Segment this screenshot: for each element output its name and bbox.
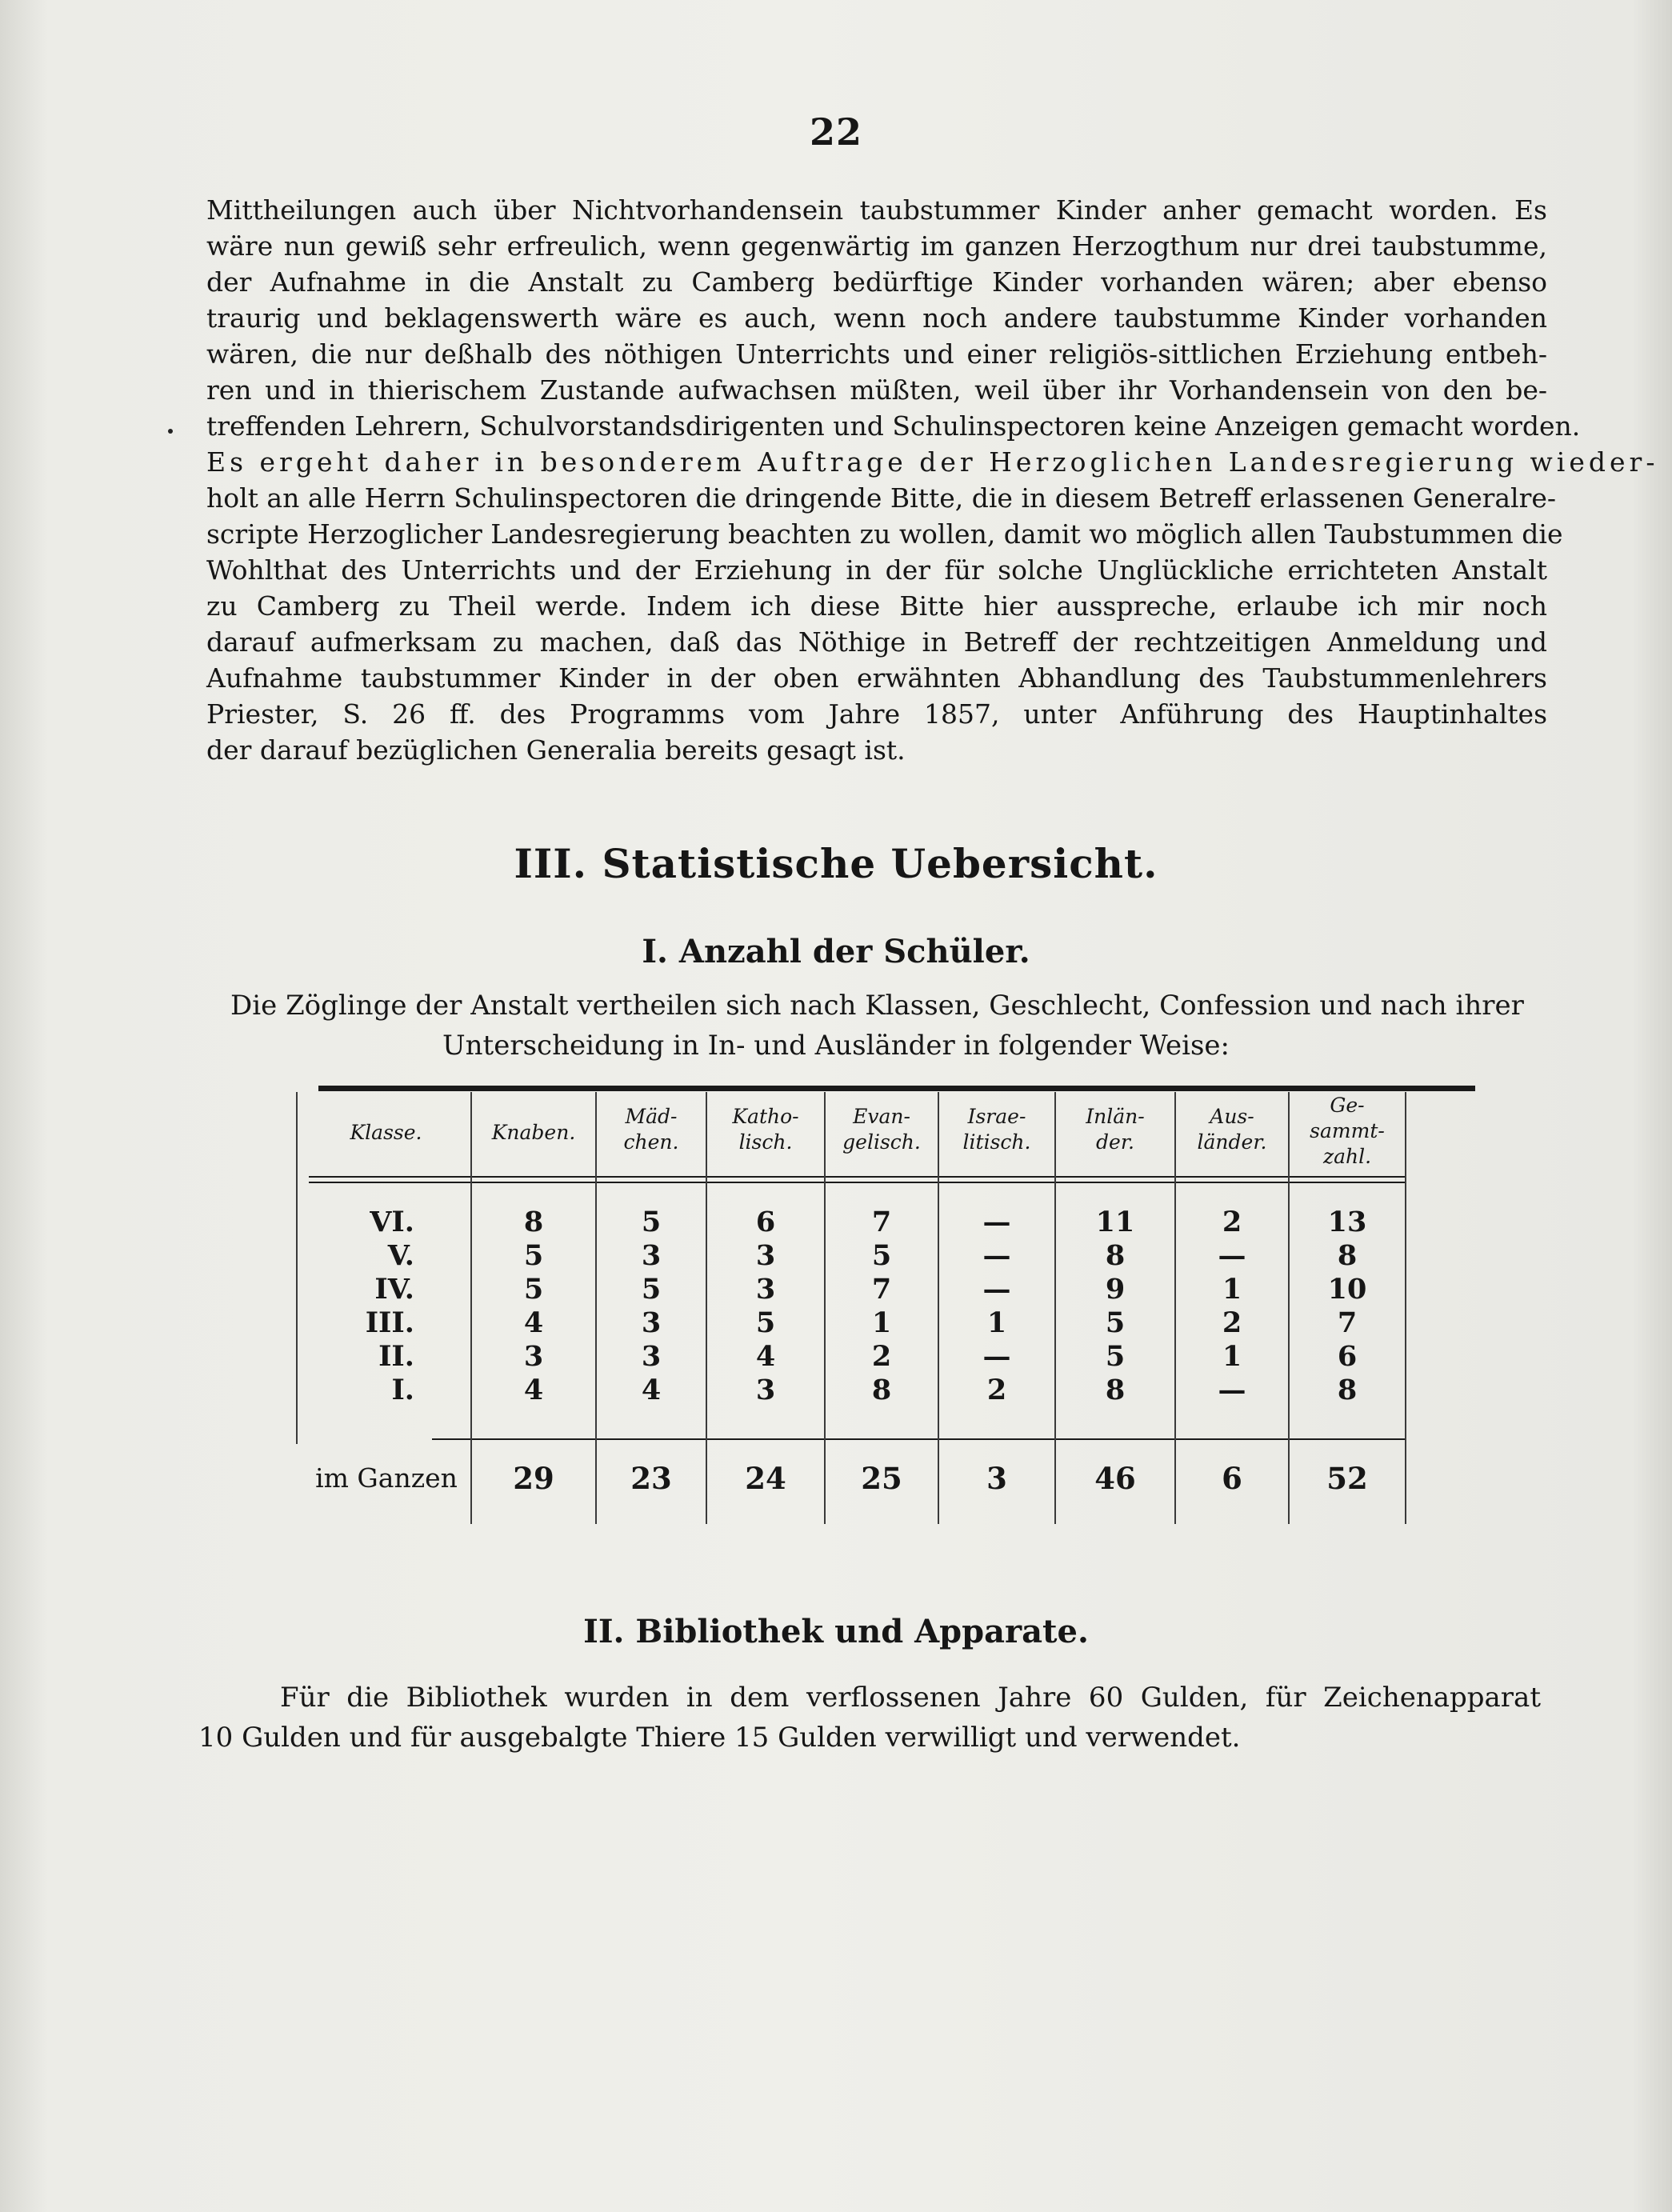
body-line: treffenden Lehrern, Schulvorstandsdirigenten und Schulinspectoren keine Anzeigen gemacht worden. (206, 410, 1581, 442)
body-line: Priester, S. 26 ff. des Programms vom Jahre 1857, unter Anführung des Hauptinhaltes (206, 698, 1547, 730)
table-header-rule (309, 1182, 1405, 1183)
table-cell: 7 (871, 1206, 892, 1238)
table-cell: 1 (986, 1306, 1007, 1339)
table-cell: 5 (523, 1273, 544, 1306)
table-cell: 13 (1327, 1206, 1367, 1238)
table-cell: 2 (1222, 1306, 1242, 1339)
table-cell: — (982, 1273, 1011, 1306)
table-cell: 10 (1327, 1273, 1367, 1306)
table-cell: — (1218, 1239, 1246, 1272)
table-cell: — (982, 1340, 1011, 1373)
header-text: Evan- (853, 1105, 910, 1128)
total-cell: 29 (513, 1461, 554, 1496)
table-cell: 5 (1105, 1306, 1126, 1339)
header-text: sammt- (1310, 1119, 1385, 1142)
print-speck (168, 429, 173, 434)
table-column-rule (938, 1092, 939, 1524)
table-column-rule (1288, 1092, 1290, 1524)
table-cell: 3 (641, 1306, 662, 1339)
table-column-rule (296, 1092, 298, 1444)
header-text: chen. (623, 1130, 679, 1154)
header-text: litisch. (962, 1130, 1031, 1154)
row-label: II. (378, 1340, 414, 1373)
total-label: im Ganzen (315, 1462, 458, 1494)
total-cell: 6 (1222, 1461, 1242, 1496)
total-cell: 52 (1326, 1461, 1368, 1496)
table-cell: 11 (1095, 1206, 1135, 1238)
table-cell: 9 (1105, 1273, 1126, 1306)
page-number: 22 (809, 110, 862, 154)
table-cell: — (982, 1206, 1011, 1238)
table-cell: 2 (986, 1374, 1007, 1406)
table-column-rule (706, 1092, 707, 1524)
header-text: zahl. (1322, 1145, 1372, 1168)
table-cell: 3 (523, 1340, 544, 1373)
table-column-rule (824, 1092, 826, 1524)
table-header-rule (309, 1176, 1405, 1178)
total-cell: 3 (986, 1461, 1007, 1496)
header-text: Israe- (967, 1105, 1026, 1128)
table-header-cell (827, 1104, 936, 1155)
row-label: IV. (374, 1273, 414, 1306)
table-cell: 2 (871, 1340, 892, 1373)
table-cell: 3 (755, 1374, 776, 1406)
body-line: ren und in thierischem Zustande aufwachsen müßten, weil über ihr Vorhandensein von den be- (206, 374, 1547, 406)
table-cell: 8 (1337, 1239, 1358, 1272)
table-top-rule (318, 1086, 1475, 1091)
table-cell: 8 (523, 1206, 544, 1238)
body-line: der darauf bezüglichen Generalia bereits gesagt ist. (206, 734, 906, 766)
table-column-rule (1405, 1092, 1406, 1524)
row-label: I. (391, 1374, 414, 1406)
header-text: Mäd- (625, 1105, 678, 1128)
table-cell: 3 (755, 1239, 776, 1272)
body-line: wären, die nur deßhalb des nöthigen Unterrichts und einer religiös-sittlichen Erziehung entbeh- (206, 338, 1547, 370)
header-text: Aus- (1210, 1105, 1254, 1128)
subsection-title: I. Anzahl der Schüler. (642, 933, 1030, 970)
body-line: Mittheilungen auch über Nichtvorhandensein taubstummer Kinder anher gemacht worden. Es (206, 194, 1547, 226)
body-line: der Aufnahme in die Anstalt zu Camberg bedürftige Kinder vorhanden wären; aber ebenso (206, 266, 1547, 298)
header-text: Klasse. (350, 1121, 422, 1144)
table-header-cell (1178, 1104, 1286, 1155)
subsection-title: II. Bibliothek und Apparate. (583, 1613, 1089, 1650)
header-text: lisch. (738, 1130, 793, 1154)
row-label: III. (365, 1306, 414, 1339)
table-cell: 1 (1222, 1273, 1242, 1306)
body-line: wäre nun gewiß sehr erfreulich, wenn gegenwärtig im ganzen Herzogthum nur drei taubstumme, (206, 230, 1547, 262)
table-cell: 8 (1105, 1374, 1126, 1406)
table-column-rule (1054, 1092, 1056, 1524)
header-text: Katho- (732, 1105, 799, 1128)
row-label: VI. (370, 1206, 414, 1238)
table-cell: 1 (871, 1306, 892, 1339)
total-cell: 25 (861, 1461, 902, 1496)
header-text: Knaben. (491, 1121, 576, 1144)
table-cell: 4 (523, 1374, 544, 1406)
row-label: V. (387, 1239, 414, 1272)
header-text: Ge- (1330, 1094, 1365, 1117)
table-cell: 3 (641, 1239, 662, 1272)
section-title: III. Statistische Uebersicht. (514, 840, 1158, 887)
body-line: holt an alle Herrn Schulinspectoren die dringende Bitte, die in diesem Betreff erlassenen Generalre- (206, 482, 1557, 514)
table-cell: 4 (641, 1374, 662, 1406)
table-column-rule (1174, 1092, 1176, 1524)
table-cell: 5 (523, 1239, 544, 1272)
table-cell: 5 (641, 1206, 662, 1238)
body-line: Wohlthat des Unterrichts und der Erziehung in der für solche Unglückliche errichteten Anstalt (206, 554, 1547, 586)
table-cell: 7 (871, 1273, 892, 1306)
table-cell: 2 (1222, 1206, 1242, 1238)
table-cell: 3 (755, 1273, 776, 1306)
table-header-cell (941, 1104, 1053, 1155)
header-text: länder. (1197, 1130, 1267, 1154)
table-header-cell (474, 1120, 594, 1146)
table-cell: 5 (641, 1273, 662, 1306)
table-cell: 4 (523, 1306, 544, 1339)
header-text: gelisch. (842, 1130, 921, 1154)
table-intro-line: Die Zöglinge der Anstalt vertheilen sich nach Klassen, Geschlecht, Confession und nach ihrer (230, 990, 1524, 1022)
table-cell: 6 (755, 1206, 776, 1238)
table-column-rule (470, 1092, 472, 1524)
total-cell: 46 (1094, 1461, 1136, 1496)
library-line: Für die Bibliothek wurden in dem verflossenen Jahre 60 Gulden, für Zeichenapparat (280, 1682, 1541, 1714)
table-header-cell (304, 1120, 468, 1146)
header-text: Inlän- (1086, 1105, 1145, 1128)
table-header-cell (1058, 1104, 1173, 1155)
table-cell: — (982, 1239, 1011, 1272)
table-cell: — (1218, 1374, 1246, 1406)
library-line: 10 Gulden und für ausgebalgte Thiere 15 Gulden verwilligt und verwendet. (198, 1722, 1241, 1754)
table-cell: 6 (1337, 1340, 1358, 1373)
table-cell: 5 (871, 1239, 892, 1272)
body-line: darauf aufmerksam zu machen, daß das Nöthige in Betreff der rechtzeitigen Anmeldung und (206, 626, 1547, 658)
table-column-rule (595, 1092, 597, 1524)
table-cell: 8 (871, 1374, 892, 1406)
table-header-cell (709, 1104, 822, 1155)
table-intro-line: Unterscheidung in In- und Ausländer in folgender Weise: (442, 1030, 1230, 1062)
table-cell: 5 (1105, 1340, 1126, 1373)
body-line: scripte Herzoglicher Landesregierung beachten zu wollen, damit wo möglich allen Taubstummen die (206, 518, 1563, 550)
table-header-cell (1291, 1093, 1403, 1170)
table-cell: 7 (1337, 1306, 1358, 1339)
table-cell: 1 (1222, 1340, 1242, 1373)
table-cell: 8 (1337, 1374, 1358, 1406)
body-line: Aufnahme taubstummer Kinder in der oben erwähnten Abhandlung des Taubstummenlehrers (206, 662, 1547, 694)
table-header-cell (598, 1104, 704, 1155)
table-cell: 8 (1105, 1239, 1126, 1272)
body-line: traurig und beklagenswerth wäre es auch, wenn noch andere taubstumme Kinder vorhanden (206, 302, 1547, 334)
table-cell: 5 (755, 1306, 776, 1339)
table-total-rule (432, 1438, 1405, 1440)
table-cell: 4 (755, 1340, 776, 1373)
body-line: zu Camberg zu Theil werde. Indem ich diese Bitte hier ausspreche, erlaube ich mir noch (206, 590, 1547, 622)
body-line: Es ergeht daher in besonderem Auftrage der Herzoglichen Landesregierung wieder- (206, 446, 1659, 478)
header-text: der. (1096, 1130, 1134, 1154)
total-cell: 23 (630, 1461, 672, 1496)
total-cell: 24 (745, 1461, 786, 1496)
table-cell: 3 (641, 1340, 662, 1373)
